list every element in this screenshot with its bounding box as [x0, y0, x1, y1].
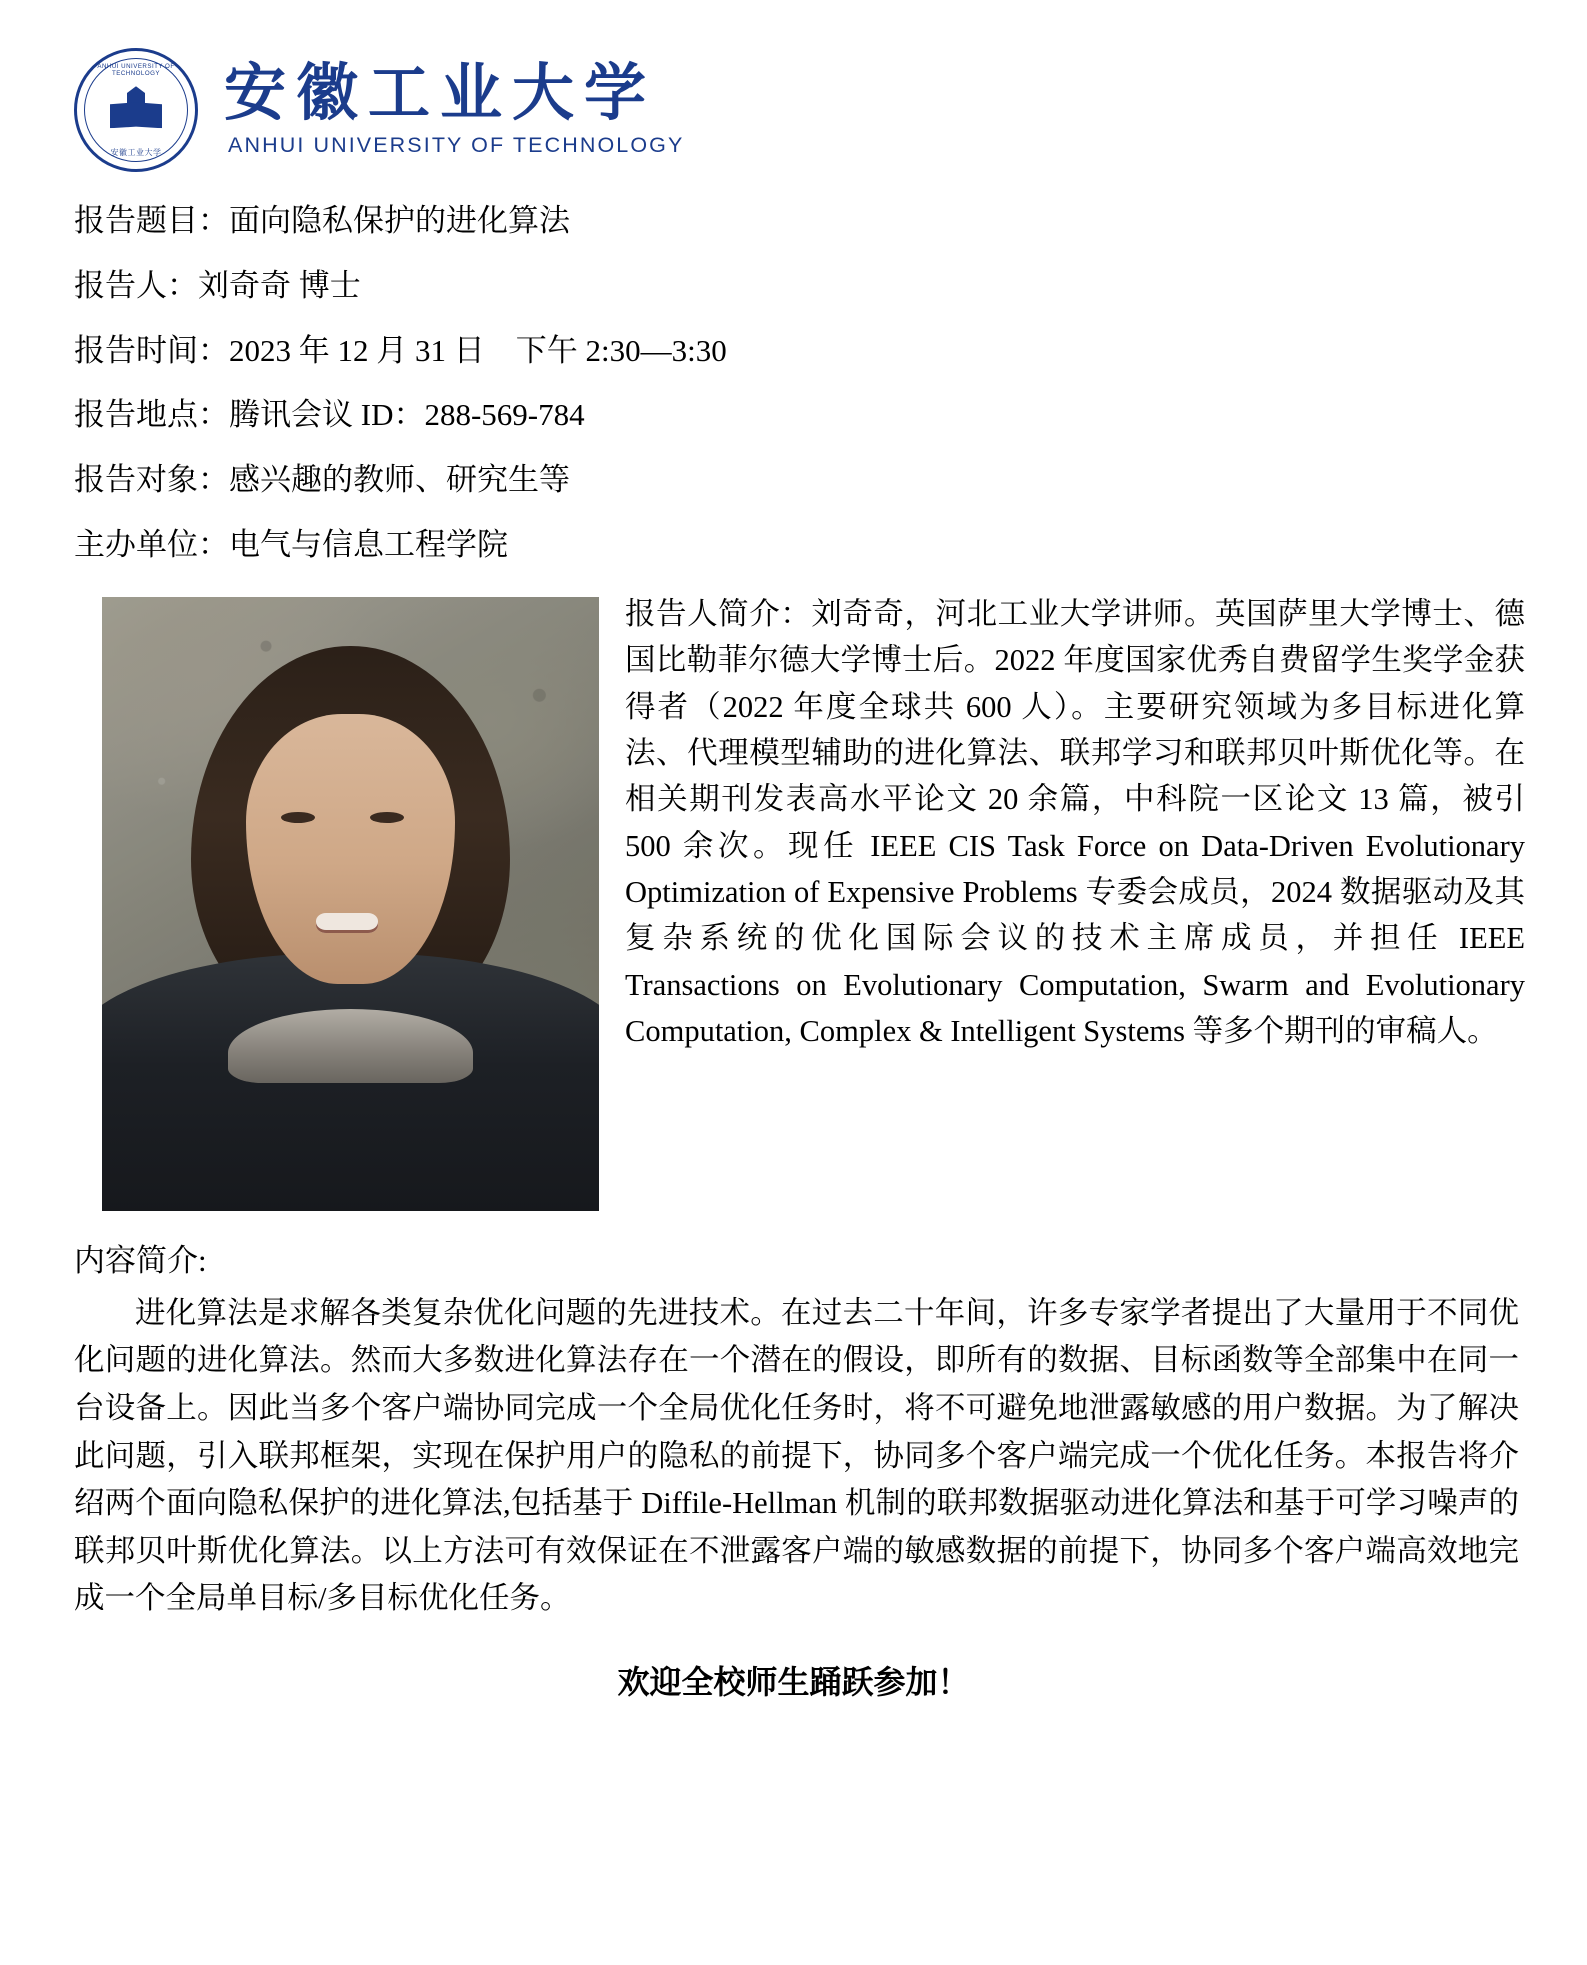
seal-chinese-text: 安徽工业大学	[110, 148, 162, 157]
portrait-right-eye	[370, 812, 404, 823]
document-header	[62, 48, 1525, 172]
speaker-bio-text: 报告人简介：刘奇奇，河北工业大学讲师。英国萨里大学博士、德国比勒菲尔德大学博士后。2022 年度国家优秀自费留学生奖学金获得者（2022 年度全球共 600 人）。主要研究领域为多目标进化算法、代理模型辅助的进化算法、联邦学习和联邦贝叶斯优化等。在相关期刊发表高水平论文 20 余篇，中科院一区论文 13 篇，被引 500 余次。现任 IEEE CIS Task Force on Data-Driven Evolutionary Optimization of Expensive Problems 专委会成员，2024 数据驱动及其复杂系统的优化国际会议的技术主席成员，并担任 IEEE Transactions on Evolutionary Computation, Swarm and Evolutionary Computation, Complex & Intelligent Systems 等多个期刊的审稿人。	[625, 596, 1525, 1049]
abstract-text: 进化算法是求解各类复杂优化问题的先进技术。在过去二十年间，许多专家学者提出了大量用于不同优化问题的进化算法。然而大多数进化算法存在一个潜在的假设，即所有的数据、目标函数等全部集中在同一台设备上。因此当多个客户端协同完成一个全局优化任务时，将不可避免地泄露敏感的用户数据。为了解决此问题，引入联邦框架，实现在保护用户的隐私的前提下，协同多个客户端完成一个优化任务。本报告将介绍两个面向隐私保护的进化算法,包括基于 Diffile-Hellman 机制的联邦数据驱动进化算法和基于可学习噪声的联邦贝叶斯优化算法。以上方法可有效保证在不泄露客户端的敏感数据的前提下，协同多个客户端高效地完成一个全局单目标/多目标优化任务。	[74, 1295, 1519, 1616]
portrait-coat	[102, 953, 599, 1211]
portrait-face	[246, 714, 455, 984]
info-line-title: 报告题目：面向隐私保护的进化算法	[74, 203, 570, 238]
speaker-bio-section	[74, 591, 1525, 1221]
university-seal-icon	[74, 48, 198, 172]
portrait-mouth	[316, 913, 378, 933]
seal-book-shape	[110, 102, 162, 128]
info-line-audience: 报告对象：感兴趣的教师、研究生等	[74, 462, 570, 498]
info-line-speaker: 报告人：刘奇奇 博士	[74, 267, 361, 303]
portrait-left-eye	[281, 812, 315, 823]
welcome-note: 欢迎全校师生踊跃参加！	[617, 1663, 970, 1700]
info-line-location: 报告地点：腾讯会议 ID：288-569-784	[74, 397, 585, 433]
university-wordmark	[224, 59, 685, 158]
info-line-time: 报告时间：2023 年 12 月 31 日 下午 2:30—3:30	[74, 332, 727, 368]
university-name-cn: 安徽工业大学	[224, 59, 657, 128]
seal-english-text: ANHUI UNIVERSITY OF TECHNOLOGY	[97, 63, 175, 77]
seal-book-icon	[110, 86, 162, 130]
speaker-portrait	[102, 597, 599, 1211]
university-name-en: ANHUI UNIVERSITY OF TECHNOLOGY	[228, 133, 685, 158]
lecture-info-block	[74, 202, 1525, 564]
info-line-organizer: 主办单位：电气与信息工程学院	[74, 527, 508, 563]
abstract-label: 内容简介:	[74, 1242, 207, 1278]
